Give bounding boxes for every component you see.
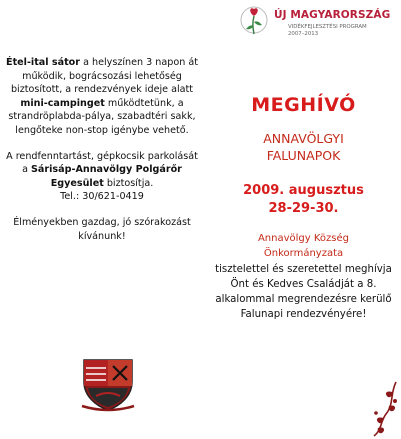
amenities-paragraph	[4, 56, 200, 138]
mini-camping-label: mini-campinget	[20, 97, 105, 109]
organizer-line-2: Önkormányzata	[263, 247, 344, 259]
food-tent-label: Étel-ital sátor	[6, 57, 81, 68]
amenities-text-2: működtetünk, a strandröplabda-pálya, szabadtéri sakk, lengőteke non-stop igénybe vehető.	[8, 97, 196, 137]
logo-flower-icon	[236, 4, 272, 44]
event-date-line-1: 2009. augusztus	[243, 183, 364, 198]
organizer-line-1: Annavölgy Község	[257, 233, 350, 244]
program-logo	[236, 4, 396, 44]
invitation-heading: MEGHÍVÓ	[251, 94, 356, 116]
phone-number: Tel.: 30/621-0419	[60, 191, 144, 203]
right-column	[206, 0, 401, 439]
event-name	[206, 130, 401, 165]
left-column	[4, 56, 200, 243]
organizer	[206, 232, 401, 261]
logo-program: VIDÉKFEJLESZTÉSI PROGRAM	[288, 24, 367, 30]
logo-subtitle	[288, 24, 367, 38]
invitation-text: tisztelettel és szeretettel meghívja Önt és Kedves Családját a 8. alkalommal megrendezésre kerülő Falunapi rendezvényére!	[215, 264, 392, 321]
security-text-2: biztosítja.	[103, 177, 154, 189]
event-date	[206, 182, 401, 218]
wishes-paragraph: Élményekben gazdag, jó szórakozást kívánunk!	[13, 217, 191, 242]
village-crest-icon	[78, 356, 138, 412]
event-date-line-2: 28-29-30.	[268, 201, 339, 217]
civil-guard-name: Sárisáp-Annavölgy Polgárőr Egyesület	[31, 164, 182, 189]
logo-title: ÚJ MAGYARORSZÁG	[274, 9, 391, 21]
decorative-vine-icon	[356, 380, 401, 438]
security-text-1: A rendfenntartást, gépkocsik parkolását a	[6, 150, 198, 176]
logo-years: 2007–2013	[288, 30, 319, 37]
event-name-line-1: ANNAVÖLGYI	[263, 131, 344, 146]
event-name-line-2: FALUNAPOK	[266, 148, 341, 164]
security-paragraph	[4, 150, 200, 204]
amenities-text-1: a helyszínen 3 napon át működik, bográcsozási lehetőség biztosított, a rendezvények ideje alatt	[10, 57, 198, 96]
